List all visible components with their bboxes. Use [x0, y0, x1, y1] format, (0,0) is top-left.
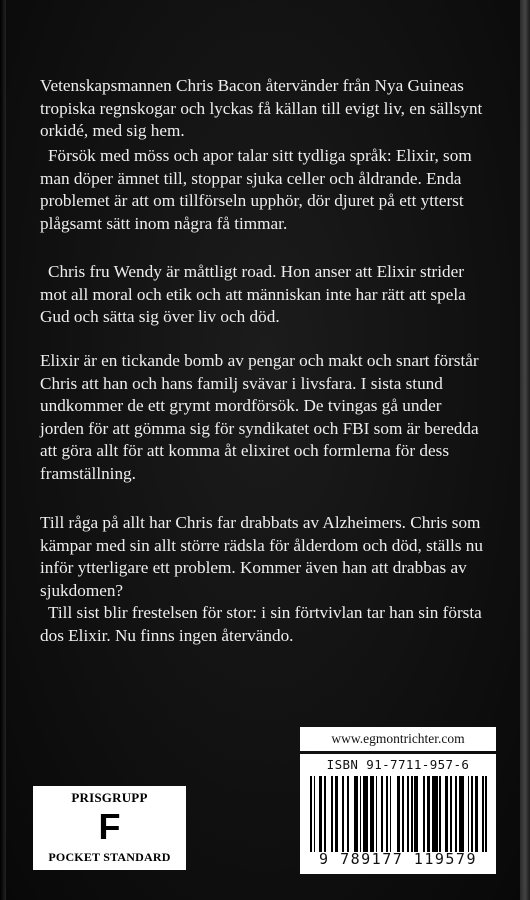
- blurb-paragraph-5: [40, 512, 484, 602]
- blurb-paragraph-1: [40, 75, 484, 143]
- blurb-text: Chris fru Wendy är måttligt road. Hon anser att Elixir strider mot all moral och etik och att människan inte har rätt att spela Gud och sätta sig över liv och död.: [40, 262, 466, 326]
- price-group-letter: F: [98, 806, 121, 847]
- isbn-number: ISBN 91-7711-957-6: [326, 757, 470, 772]
- blurb-text: Till råga på allt har Chris far drabbats av Alzheimers. Chris som kämpar med sin allt större rädsla för ålderdom och död, ställs nu inför ytterligare ett problem. Kommer även han att drabbas av sjukdomen?: [40, 513, 483, 600]
- blurb-paragraph-4: [40, 350, 484, 485]
- blurb-text: Försök med möss och apor talar sitt tydliga språk: Elixir, som man döper ämnet till, stoppar sjuka celler och åldrande. Enda problemet är att om tillförseln upphör, dör djuret på ett ytterst plågsamt sätt inom några få timmar.: [40, 146, 472, 233]
- barcode-bar: [485, 776, 487, 852]
- blurb-text: Vetenskapsmannen Chris Bacon återvänder från Nya Guineas tropiska regnskogar och lyckas få källan till evigt liv, en sällsynt orkidé, med sig hem.: [40, 76, 483, 140]
- publisher-url-label: [300, 727, 496, 751]
- cover-edge-left: [0, 0, 6, 900]
- blurb-paragraph-3: [40, 261, 484, 329]
- cover-edge-right: [520, 0, 530, 900]
- blurb-text: Elixir är en tickande bomb av pengar och makt och snart förstår Chris att han och hans familj svävar i livsfara. I sista stund undkommer de ett grymt mordförsök. De tvingas gå under jorden för att gömma sig för syndikatet och FBI som är beredda att göra allt för att komma åt elixiret och formlerna för dess framställning.: [40, 351, 479, 483]
- barcode-bars-icon: [310, 776, 488, 852]
- publisher-url: www.egmontrichter.com: [331, 731, 465, 746]
- blurb-text: Till sist blir frestelsen för stor: i sin förtvivlan tar han sin första dos Elixir. Nu finns ingen återvändo.: [40, 603, 482, 645]
- price-group-format: POCKET STANDARD: [48, 850, 171, 864]
- ean-number: 9 789177 119579: [319, 850, 477, 868]
- blurb-paragraph-6: [40, 602, 484, 647]
- price-group-title: PRISGRUPP: [71, 790, 148, 805]
- isbn-barcode: [300, 754, 496, 874]
- price-group-label: [33, 786, 186, 870]
- blurb-paragraph-2: [40, 145, 484, 235]
